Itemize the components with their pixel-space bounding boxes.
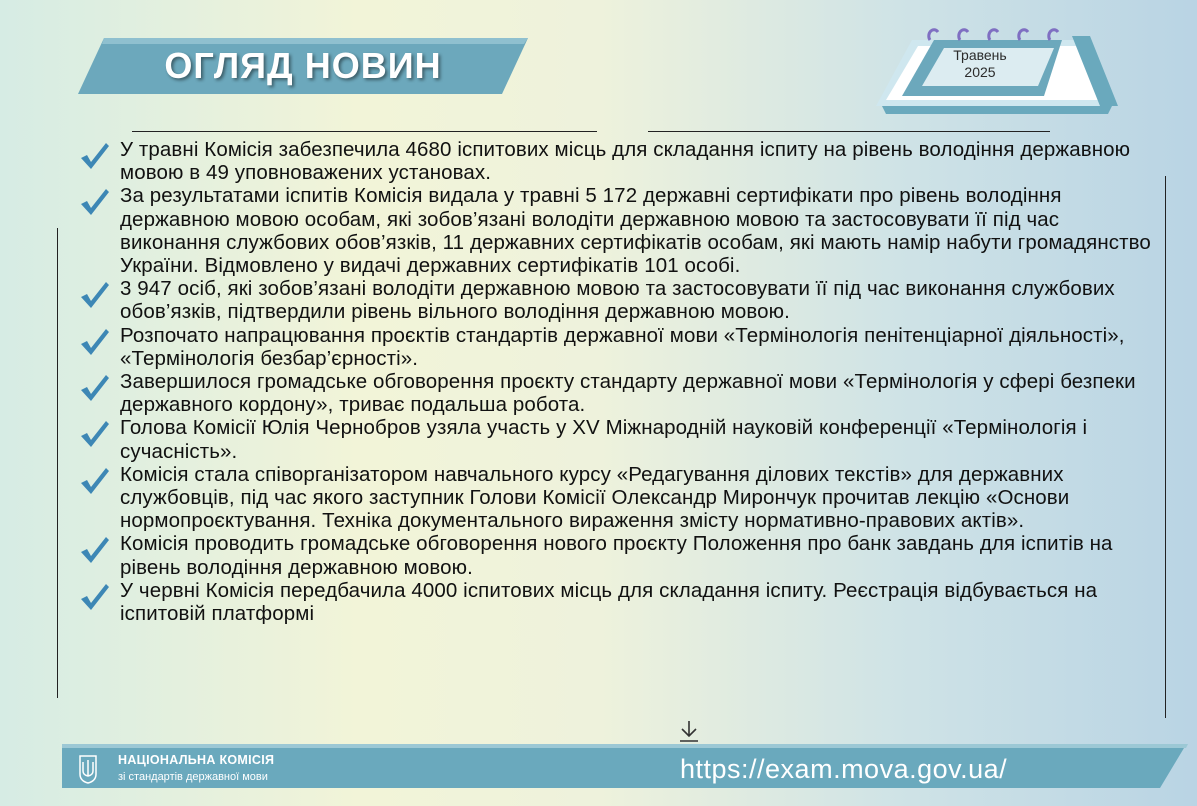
check-icon xyxy=(78,141,110,171)
news-item xyxy=(78,370,1158,416)
site-url-link[interactable]: https://exam.mova.gov.ua/ xyxy=(680,754,1008,784)
news-text: У травні Комісія забезпечила 4680 іспитових місць для складання іспиту на рівень володіння державною мовою в 49 уповноважених установах. xyxy=(120,138,1131,185)
org-subtitle: зі стандартів державної мови xyxy=(118,771,268,783)
org-name: НАЦІОНАЛЬНА КОМІСІЯ xyxy=(118,753,275,767)
news-item xyxy=(78,579,1158,625)
news-text: Комісія проводить громадське обговорення нового проєкту Положення про банк завдань для іспитів на рівень володіння державною мовою. xyxy=(120,532,1113,579)
check-icon xyxy=(78,187,110,217)
news-item xyxy=(78,277,1158,323)
news-item xyxy=(78,532,1158,578)
trident-emblem-icon xyxy=(78,754,98,784)
news-item xyxy=(78,184,1158,277)
news-text: Розпочато напрацювання проєктів стандартів державної мови «Термінологія пенітенціарної діяльності», «Термінологія безбар’єрності». xyxy=(120,323,1125,370)
left-vertical-rule xyxy=(57,228,58,698)
check-icon xyxy=(78,373,110,403)
check-icon xyxy=(78,280,110,310)
news-text: Голова Комісії Юлія Чернобров узяла участь у XV Міжнародній науковій конференції «Термінологія і сучасність». xyxy=(120,416,1088,463)
top-rule-left xyxy=(132,131,597,132)
check-icon xyxy=(78,327,110,357)
check-icon xyxy=(78,419,110,449)
right-vertical-rule xyxy=(1165,176,1166,718)
news-text: Комісія стала співорганізатором навчального курсу «Редагування ділових текстів» для державних службовців, під час якого заступник Голови Комісії Олександр Мирончук прочитав лекцію «Основи нормопроєктування. Техніка документального вираження змісту нормативно-правових актів». xyxy=(120,462,1070,533)
news-text: За результатами іспитів Комісія видала у травні 5 172 державні сертифікати про рівень володіння державною мовою особам, які зобов’язані володіти державною мовою та застосовувати її під час виконання службових обов’язків, 11 державних сертифікатів особам, які мають намір набути громадянство України. Відмовлено у видачі державних сертифікатів 101 особі. xyxy=(120,184,1151,278)
news-text: У червні Комісія передбачила 4000 іспитових місць для складання іспиту. Реєстрація відбувається на іспитовій платформі xyxy=(120,578,1098,626)
check-icon xyxy=(78,466,110,496)
page-title: ОГЛЯД НОВИН xyxy=(164,45,442,86)
top-rule-right xyxy=(648,131,1050,132)
calendar-year: 2025 xyxy=(964,64,996,80)
news-item xyxy=(78,463,1158,533)
news-list xyxy=(78,138,1158,625)
arrow-down-icon xyxy=(677,719,701,743)
news-item xyxy=(78,416,1158,462)
check-icon xyxy=(78,582,110,612)
news-text: 3 947 осіб, які зобов’язані володіти державною мовою та застосовувати її під час виконання службових обов’язків, підтвердили рівень вільного володіння державною мовою. xyxy=(120,277,1115,324)
calendar-month: Травень xyxy=(953,47,1007,63)
header-banner xyxy=(78,38,528,94)
news-item xyxy=(78,324,1158,370)
news-text: Завершилося громадське обговорення проєкту стандарту державної мови «Термінологія у сфері безпеки державного кордону», триває подальша робота. xyxy=(120,370,1136,417)
news-item xyxy=(78,138,1158,184)
calendar-date xyxy=(930,47,1030,81)
check-icon xyxy=(78,535,110,565)
